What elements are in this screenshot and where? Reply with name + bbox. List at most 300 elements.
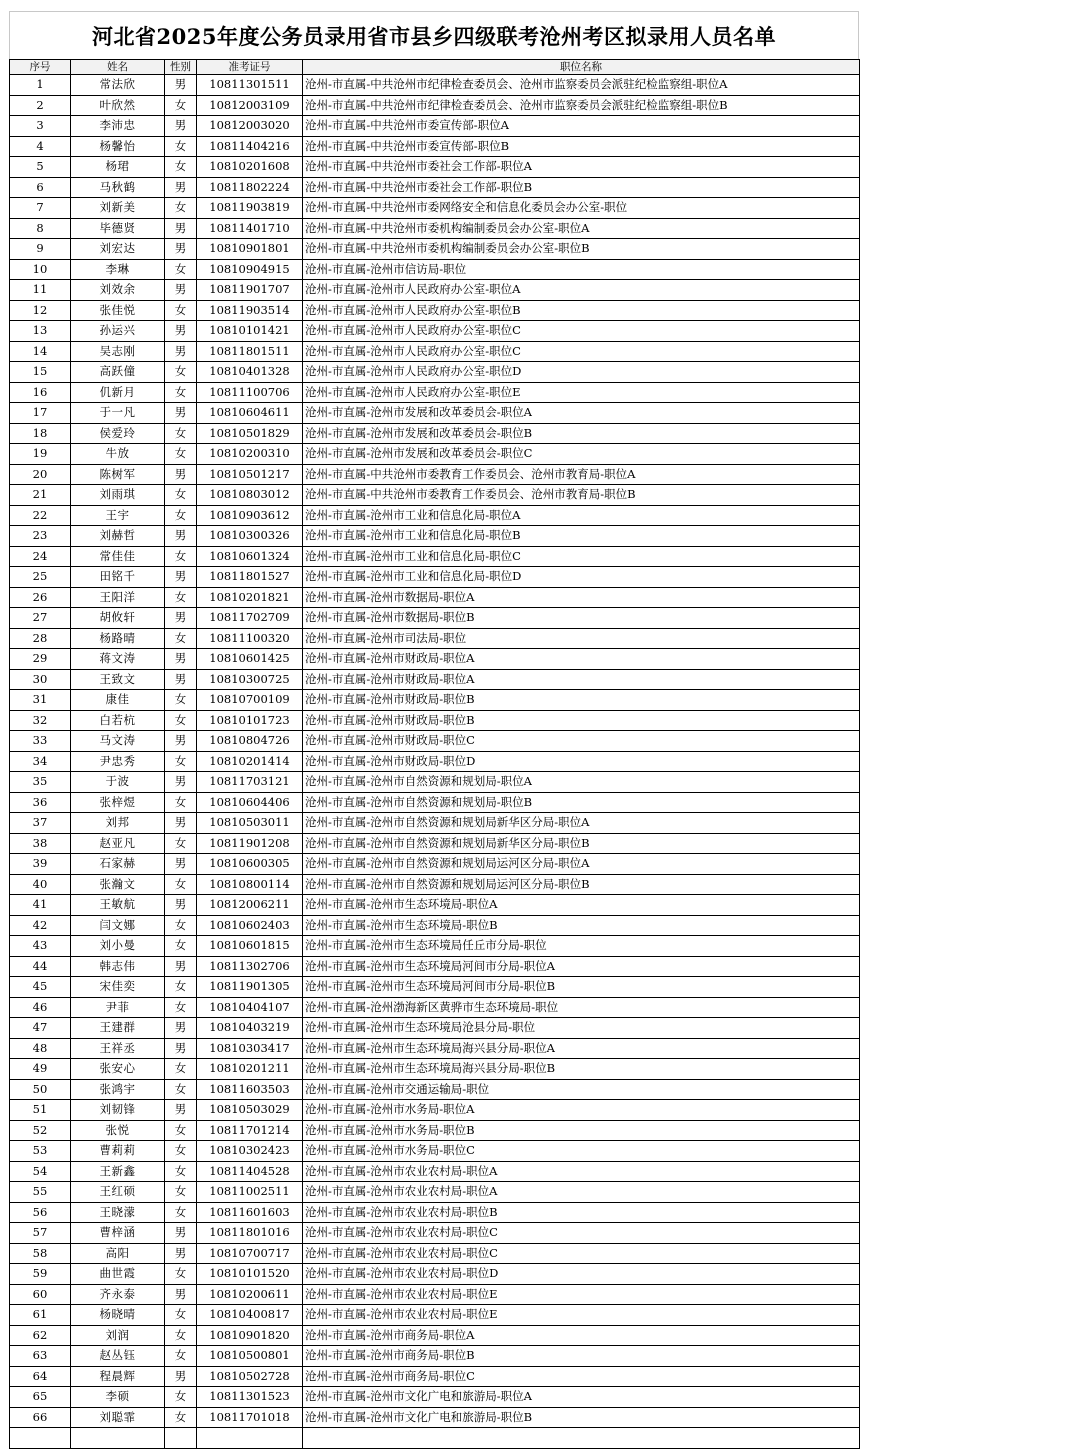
table-row-cutoff: [10, 1428, 860, 1449]
candidate-gender: 男: [165, 1018, 197, 1039]
table-row: [10, 280, 860, 301]
position-name: 沧州-市直属-沧州市自然资源和规划局新华区分局-职位B: [303, 833, 860, 854]
candidate-name: 马秋鹤: [71, 177, 165, 198]
row-index: 64: [10, 1366, 71, 1387]
candidate-gender: 男: [165, 526, 197, 547]
row-index: 38: [10, 833, 71, 854]
row-index: 59: [10, 1264, 71, 1285]
exam-id: 10811002511: [197, 1182, 303, 1203]
table-row: [10, 833, 860, 854]
row-index: 41: [10, 895, 71, 916]
table-row: [10, 464, 860, 485]
candidate-name: 胡攸轩: [71, 608, 165, 629]
candidate-gender: 男: [165, 854, 197, 875]
candidate-name: 尹菲: [71, 997, 165, 1018]
row-index: 22: [10, 505, 71, 526]
candidate-name: 王敏航: [71, 895, 165, 916]
candidate-name: 常佳佳: [71, 546, 165, 567]
position-name: 沧州-市直属-沧州市人民政府办公室-职位D: [303, 362, 860, 383]
candidate-name: 杨珺: [71, 157, 165, 178]
table-row: [10, 362, 860, 383]
cutoff-cell: [71, 1428, 165, 1449]
exam-id: 10811603503: [197, 1079, 303, 1100]
row-index: 61: [10, 1305, 71, 1326]
candidate-name: 刘赫哲: [71, 526, 165, 547]
row-index: 48: [10, 1038, 71, 1059]
row-index: 50: [10, 1079, 71, 1100]
row-index: 54: [10, 1161, 71, 1182]
position-name: 沧州-市直属-沧州市司法局-职位: [303, 628, 860, 649]
position-name: 沧州-市直属-沧州市商务局-职位B: [303, 1346, 860, 1367]
candidate-gender: 女: [165, 997, 197, 1018]
candidate-name: 程晨辉: [71, 1366, 165, 1387]
candidate-name: 刘聪霏: [71, 1407, 165, 1428]
position-name: 沧州-市直属-沧州市工业和信息化局-职位B: [303, 526, 860, 547]
candidate-gender: 男: [165, 649, 197, 670]
position-name: 沧州-市直属-沧州市数据局-职位A: [303, 587, 860, 608]
cutoff-cell: [197, 1428, 303, 1449]
position-name: 沧州-市直属-沧州市农业农村局-职位C: [303, 1243, 860, 1264]
row-index: 65: [10, 1387, 71, 1408]
candidate-name: 毕德贤: [71, 218, 165, 239]
exam-id: 10810601324: [197, 546, 303, 567]
table-row: [10, 505, 860, 526]
row-index: 27: [10, 608, 71, 629]
exam-id: 10811601603: [197, 1202, 303, 1223]
table-row: [10, 177, 860, 198]
exam-id: 10810503011: [197, 813, 303, 834]
candidate-gender: 男: [165, 403, 197, 424]
exam-id: 10810501829: [197, 423, 303, 444]
candidate-name: 李沛忠: [71, 116, 165, 137]
position-name: 沧州-市直属-中共沧州市委宣传部-职位B: [303, 136, 860, 157]
exam-id: 10810200611: [197, 1284, 303, 1305]
table-row: [10, 300, 860, 321]
row-index: 35: [10, 772, 71, 793]
position-name: 沧州-市直属-沧州市财政局-职位C: [303, 731, 860, 752]
candidate-gender: 女: [165, 936, 197, 957]
candidate-gender: 女: [165, 1305, 197, 1326]
table-row: [10, 813, 860, 834]
row-index: 42: [10, 915, 71, 936]
row-index: 29: [10, 649, 71, 670]
candidate-name: 赵亚凡: [71, 833, 165, 854]
exam-id: 10811301511: [197, 75, 303, 96]
row-index: 24: [10, 546, 71, 567]
table-row: [10, 772, 860, 793]
candidate-name: 韩志伟: [71, 956, 165, 977]
column-header-gender: 性别: [165, 60, 197, 75]
position-name: 沧州-市直属-中共沧州市纪律检查委员会、沧州市监察委员会派驻纪检监察组-职位B: [303, 95, 860, 116]
row-index: 56: [10, 1202, 71, 1223]
exam-id: 10810604611: [197, 403, 303, 424]
table-row: [10, 710, 860, 731]
candidate-gender: 男: [165, 464, 197, 485]
candidate-gender: 女: [165, 546, 197, 567]
candidate-gender: 女: [165, 1079, 197, 1100]
exam-id: 10811302706: [197, 956, 303, 977]
exam-id: 10810901801: [197, 239, 303, 260]
candidate-gender: 男: [165, 813, 197, 834]
candidate-name: 高跃僮: [71, 362, 165, 383]
column-header-name: 姓名: [71, 60, 165, 75]
candidate-gender: 男: [165, 731, 197, 752]
position-name: 沧州-市直属-沧州市人民政府办公室-职位A: [303, 280, 860, 301]
exam-id: 10810903612: [197, 505, 303, 526]
column-header-exam-id: 准考证号: [197, 60, 303, 75]
exam-id: 10811100320: [197, 628, 303, 649]
exam-id: 10812003109: [197, 95, 303, 116]
candidate-name: 杨晓晴: [71, 1305, 165, 1326]
position-name: 沧州-市直属-沧州市生态环境局任丘市分局-职位: [303, 936, 860, 957]
position-name: 沧州-市直属-中共沧州市委网络安全和信息化委员会办公室-职位: [303, 198, 860, 219]
exam-id: 10811701214: [197, 1120, 303, 1141]
candidate-name: 刘宏达: [71, 239, 165, 260]
exam-id: 10810101723: [197, 710, 303, 731]
table-row: [10, 1038, 860, 1059]
row-index: 20: [10, 464, 71, 485]
position-name: 沧州-市直属-沧州市生态环境局-职位B: [303, 915, 860, 936]
candidate-name: 赵丛钰: [71, 1346, 165, 1367]
table-row: [10, 95, 860, 116]
candidate-gender: 男: [165, 218, 197, 239]
exam-id: 10810303417: [197, 1038, 303, 1059]
candidate-name: 刘小曼: [71, 936, 165, 957]
row-index: 19: [10, 444, 71, 465]
table-row: [10, 116, 860, 137]
candidate-gender: 男: [165, 321, 197, 342]
exam-id: 10810400817: [197, 1305, 303, 1326]
position-name: 沧州-市直属-中共沧州市委社会工作部-职位B: [303, 177, 860, 198]
position-name: 沧州-市直属-沧州市自然资源和规划局新华区分局-职位A: [303, 813, 860, 834]
candidate-name: 李琳: [71, 259, 165, 280]
position-name: 沧州-市直属-沧州市水务局-职位A: [303, 1100, 860, 1121]
candidate-gender: 女: [165, 95, 197, 116]
candidate-name: 陈树军: [71, 464, 165, 485]
row-index: 63: [10, 1346, 71, 1367]
table-row: [10, 1100, 860, 1121]
table-row: [10, 198, 860, 219]
candidate-name: 康佳: [71, 690, 165, 711]
exam-id: 10811901305: [197, 977, 303, 998]
row-index: 58: [10, 1243, 71, 1264]
table-row: [10, 341, 860, 362]
table-row: [10, 751, 860, 772]
table-row: [10, 628, 860, 649]
row-index: 32: [10, 710, 71, 731]
row-index: 39: [10, 854, 71, 875]
candidate-name: 常法欣: [71, 75, 165, 96]
row-index: 23: [10, 526, 71, 547]
row-index: 8: [10, 218, 71, 239]
exam-id: 10811801511: [197, 341, 303, 362]
exam-id: 10810800114: [197, 874, 303, 895]
exam-id: 10811903819: [197, 198, 303, 219]
position-name: 沧州-市直属-沧州市文化广电和旅游局-职位A: [303, 1387, 860, 1408]
position-name: 沧州-市直属-沧州市财政局-职位D: [303, 751, 860, 772]
row-index: 45: [10, 977, 71, 998]
cutoff-cell: [165, 1428, 197, 1449]
position-name: 沧州-市直属-沧州市生态环境局河间市分局-职位B: [303, 977, 860, 998]
candidate-gender: 女: [165, 362, 197, 383]
candidate-gender: 男: [165, 772, 197, 793]
exam-id: 10811404528: [197, 1161, 303, 1182]
candidate-gender: 女: [165, 977, 197, 998]
position-name: 沧州-市直属-沧州市发展和改革委员会-职位A: [303, 403, 860, 424]
position-name: 沧州-市直属-沧州市人民政府办公室-职位E: [303, 382, 860, 403]
row-index: 4: [10, 136, 71, 157]
row-index: 47: [10, 1018, 71, 1039]
candidate-gender: 女: [165, 1407, 197, 1428]
candidate-table: [9, 59, 860, 1449]
table-row: [10, 1079, 860, 1100]
row-index: 36: [10, 792, 71, 813]
exam-id: 10810302423: [197, 1141, 303, 1162]
candidate-name: 叶欣然: [71, 95, 165, 116]
candidate-gender: 女: [165, 915, 197, 936]
candidate-name: 刘韧锋: [71, 1100, 165, 1121]
candidate-name: 王阳洋: [71, 587, 165, 608]
candidate-name: 石家赫: [71, 854, 165, 875]
exam-id: 10810300326: [197, 526, 303, 547]
candidate-name: 于一凡: [71, 403, 165, 424]
exam-id: 10811903514: [197, 300, 303, 321]
candidate-name: 王祥丞: [71, 1038, 165, 1059]
position-name: 沧州-市直属-中共沧州市委机构编制委员会办公室-职位A: [303, 218, 860, 239]
position-name: 沧州-市直属-沧州市人民政府办公室-职位C: [303, 321, 860, 342]
table-row: [10, 1141, 860, 1162]
candidate-gender: 女: [165, 874, 197, 895]
exam-id: 10811901208: [197, 833, 303, 854]
row-index: 26: [10, 587, 71, 608]
table-row: [10, 1120, 860, 1141]
row-index: 66: [10, 1407, 71, 1428]
exam-id: 10811701018: [197, 1407, 303, 1428]
exam-id: 10811702709: [197, 608, 303, 629]
position-name: 沧州-市直属-中共沧州市委社会工作部-职位A: [303, 157, 860, 178]
exam-id: 10810804726: [197, 731, 303, 752]
position-name: 沧州-市直属-沧州市水务局-职位B: [303, 1120, 860, 1141]
table-row: [10, 423, 860, 444]
exam-id: 10810502728: [197, 1366, 303, 1387]
exam-id: 10811703121: [197, 772, 303, 793]
table-header: [10, 60, 860, 75]
candidate-gender: 男: [165, 567, 197, 588]
table-body: [10, 75, 860, 1449]
table-row: [10, 239, 860, 260]
exam-id: 10810201608: [197, 157, 303, 178]
position-name: 沧州-市直属-沧州市农业农村局-职位B: [303, 1202, 860, 1223]
position-name: 沧州-市直属-沧州市人民政府办公室-职位C: [303, 341, 860, 362]
exam-id: 10810602403: [197, 915, 303, 936]
position-name: 沧州-市直属-中共沧州市委机构编制委员会办公室-职位B: [303, 239, 860, 260]
row-index: 37: [10, 813, 71, 834]
document-sheet: [9, 11, 859, 1449]
candidate-gender: 女: [165, 833, 197, 854]
candidate-gender: 男: [165, 280, 197, 301]
candidate-gender: 女: [165, 1346, 197, 1367]
candidate-gender: 女: [165, 1141, 197, 1162]
position-name: 沧州-市直属-沧州市自然资源和规划局运河区分局-职位B: [303, 874, 860, 895]
table-row: [10, 567, 860, 588]
table-row: [10, 1223, 860, 1244]
candidate-name: 刘邦: [71, 813, 165, 834]
exam-id: 10811401710: [197, 218, 303, 239]
position-name: 沧州-市直属-沧州市自然资源和规划局-职位B: [303, 792, 860, 813]
exam-id: 10810201211: [197, 1059, 303, 1080]
row-index: 7: [10, 198, 71, 219]
position-name: 沧州-市直属-沧州市生态环境局海兴县分局-职位B: [303, 1059, 860, 1080]
table-row: [10, 75, 860, 96]
position-name: 沧州-市直属-沧州市工业和信息化局-职位D: [303, 567, 860, 588]
table-row: [10, 1018, 860, 1039]
table-row: [10, 854, 860, 875]
candidate-gender: 女: [165, 1120, 197, 1141]
candidate-name: 张梓煜: [71, 792, 165, 813]
table-row: [10, 1182, 860, 1203]
row-index: 10: [10, 259, 71, 280]
table-row: [10, 218, 860, 239]
table-row: [10, 977, 860, 998]
table-row: [10, 136, 860, 157]
table-row: [10, 1284, 860, 1305]
row-index: 2: [10, 95, 71, 116]
exam-id: 10811301523: [197, 1387, 303, 1408]
position-name: 沧州-市直属-沧州市人民政府办公室-职位B: [303, 300, 860, 321]
position-name: 沧州-市直属-沧州市工业和信息化局-职位C: [303, 546, 860, 567]
position-name: 沧州-市直属-沧州市财政局-职位A: [303, 649, 860, 670]
candidate-gender: 男: [165, 75, 197, 96]
position-name: 沧州-市直属-沧州市商务局-职位C: [303, 1366, 860, 1387]
row-index: 57: [10, 1223, 71, 1244]
exam-id: 10810700717: [197, 1243, 303, 1264]
column-header-index: 序号: [10, 60, 71, 75]
table-row: [10, 731, 860, 752]
candidate-gender: 男: [165, 1366, 197, 1387]
row-index: 14: [10, 341, 71, 362]
table-row: [10, 382, 860, 403]
position-name: 沧州-市直属-沧州市农业农村局-职位E: [303, 1305, 860, 1326]
exam-id: 10810901820: [197, 1325, 303, 1346]
row-index: 28: [10, 628, 71, 649]
candidate-gender: 男: [165, 1038, 197, 1059]
row-index: 55: [10, 1182, 71, 1203]
exam-id: 10811100706: [197, 382, 303, 403]
table-row: [10, 321, 860, 342]
table-row: [10, 1243, 860, 1264]
candidate-name: 张悦: [71, 1120, 165, 1141]
table-row: [10, 936, 860, 957]
candidate-gender: 女: [165, 751, 197, 772]
candidate-name: 吴志刚: [71, 341, 165, 362]
candidate-name: 闫文娜: [71, 915, 165, 936]
exam-id: 10810300725: [197, 669, 303, 690]
candidate-gender: 女: [165, 382, 197, 403]
position-name: 沧州-市直属-中共沧州市委宣传部-职位A: [303, 116, 860, 137]
candidate-name: 马文涛: [71, 731, 165, 752]
candidate-gender: 男: [165, 895, 197, 916]
candidate-name: 张佳悦: [71, 300, 165, 321]
row-index: 12: [10, 300, 71, 321]
candidate-name: 曹莉莉: [71, 1141, 165, 1162]
exam-id: 10810404107: [197, 997, 303, 1018]
candidate-gender: 男: [165, 1284, 197, 1305]
exam-id: 10810503029: [197, 1100, 303, 1121]
candidate-gender: 女: [165, 792, 197, 813]
candidate-name: 侯爱玲: [71, 423, 165, 444]
candidate-name: 曹梓涵: [71, 1223, 165, 1244]
table-row: [10, 1202, 860, 1223]
row-index: 53: [10, 1141, 71, 1162]
candidate-name: 张瀚文: [71, 874, 165, 895]
candidate-gender: 女: [165, 1325, 197, 1346]
row-index: 18: [10, 423, 71, 444]
position-name: 沧州-市直属-中共沧州市委教育工作委员会、沧州市教育局-职位A: [303, 464, 860, 485]
exam-id: 10811801016: [197, 1223, 303, 1244]
position-name: 沧州-市直属-沧州市农业农村局-职位C: [303, 1223, 860, 1244]
position-name: 沧州-市直属-中共沧州市纪律检查委员会、沧州市监察委员会派驻纪检监察组-职位A: [303, 75, 860, 96]
table-row: [10, 444, 860, 465]
position-name: 沧州-市直属-沧州渤海新区黄骅市生态环境局-职位: [303, 997, 860, 1018]
candidate-name: 王晓濛: [71, 1202, 165, 1223]
table-row: [10, 1387, 860, 1408]
candidate-name: 齐永泰: [71, 1284, 165, 1305]
exam-id: 10810501217: [197, 464, 303, 485]
table-row: [10, 895, 860, 916]
table-row: [10, 157, 860, 178]
row-index: 49: [10, 1059, 71, 1080]
row-index: 25: [10, 567, 71, 588]
column-header-position: 职位名称: [303, 60, 860, 75]
row-index: 46: [10, 997, 71, 1018]
row-index: 6: [10, 177, 71, 198]
exam-id: 10810700109: [197, 690, 303, 711]
row-index: 52: [10, 1120, 71, 1141]
exam-id: 10811802224: [197, 177, 303, 198]
candidate-gender: 女: [165, 1387, 197, 1408]
exam-id: 10811801527: [197, 567, 303, 588]
table-row: [10, 649, 860, 670]
candidate-name: 王致文: [71, 669, 165, 690]
cutoff-cell: [303, 1428, 860, 1449]
row-index: 60: [10, 1284, 71, 1305]
candidate-gender: 男: [165, 1223, 197, 1244]
candidate-name: 牛放: [71, 444, 165, 465]
position-name: 沧州-市直属-沧州市商务局-职位A: [303, 1325, 860, 1346]
candidate-name: 仉新月: [71, 382, 165, 403]
table-row: [10, 1059, 860, 1080]
header-row: [10, 60, 860, 75]
row-index: 16: [10, 382, 71, 403]
candidate-name: 孙运兴: [71, 321, 165, 342]
exam-id: 10810401328: [197, 362, 303, 383]
table-row: [10, 874, 860, 895]
table-row: [10, 526, 860, 547]
table-row: [10, 956, 860, 977]
table-row: [10, 1346, 860, 1367]
position-name: 沧州-市直属-沧州市财政局-职位B: [303, 710, 860, 731]
candidate-gender: 男: [165, 116, 197, 137]
candidate-name: 王建群: [71, 1018, 165, 1039]
exam-id: 10810201821: [197, 587, 303, 608]
exam-id: 10810604406: [197, 792, 303, 813]
row-index: 30: [10, 669, 71, 690]
position-name: 沧州-市直属-沧州市农业农村局-职位A: [303, 1161, 860, 1182]
candidate-name: 刘效余: [71, 280, 165, 301]
exam-id: 10810403219: [197, 1018, 303, 1039]
table-row: [10, 1161, 860, 1182]
candidate-name: 尹忠秀: [71, 751, 165, 772]
